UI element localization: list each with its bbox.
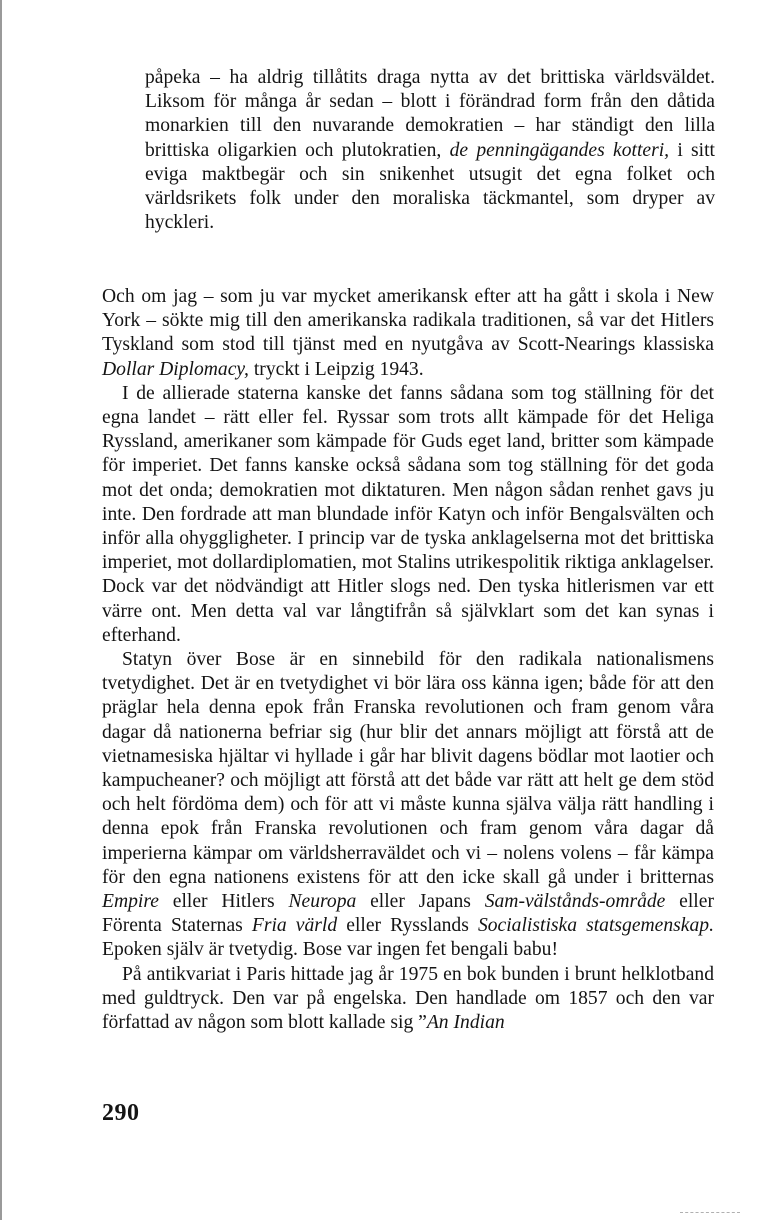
term-sam-valstands-omrade: Sam-välstånds-område [484,891,666,913]
paragraph-3-text-b: eller Hitlers [158,891,289,913]
paragraph-1-text-c: tryckt i Leipzig 1943. [248,358,424,380]
paragraph-4-text-a: På antikvariat i Paris hittade jag år 1975 en bok bunden i brunt helklotband med guldtryck. Den var på engelska. Den handlade om 1857 och den var författad av någon som blott kallade sig ” [102,963,714,1034]
term-neuropa: Neuropa [288,891,357,913]
paragraph-4 [102,963,714,1036]
paragraph-3-text-f: Epoken själv är tvetydig. Bose var ingen fet bengali babu! [102,939,558,961]
quote-text-1: påpeka – ha aldrig tillåtits draga nytta av det brittiska världsväldet. Liksom för många år sedan – blott i förändrad form från den dåtida monarkien till den nuvarande demokratien – har ständigt den lilla brittiska oligarkien och plutokratien, [145,67,715,161]
page-edge-rule [0,0,2,1220]
term-fria-varld: Fria värld [251,915,338,937]
paragraph-3-text-e: eller Rysslands [337,915,478,937]
book-title-dollar-diplomacy: Dollar Diplomacy, [102,358,249,380]
paragraph-3-text-d: eller Förenta Staternas [102,891,714,937]
quote-text-2: i sitt eviga maktbegär och sin snikenhet utsugit det egna folket och världsrikets folk under den moraliska täckmantel, som dryper av hyckleri. [145,139,715,234]
scan-artifact-mark [680,1212,740,1214]
term-socialistiska-statsgemenskap: Socialistiska statsgemenskap. [477,915,714,937]
paragraph-3-text-a: Statyn över Bose är en sinnebild för den radikala nationalismens tvetydighet. Det är en tvetydighet vi bör lära oss känna igen; både för att den präglar hela denna epok från Franska revolutionen och fram genom våra dagar då nationerna befriar sig (hur blir det annars möjligt att förstå att de vietnamesiska hjältar vi hyllade i går har blivit dagens bödlar mot laotier och kampucheaner? och möjligt att förstå att det både var rätt att helt ge dem stöd och helt fördöma dem) och för att vi måste kunna själva välja rätt handling i denna epok från Franska revolutionen och fram genom våra dagar då imperierna kämpar om världsherraväldet och vi – nolens volens – får kämpa för den egna nationens existens för att den icke skall gå under i britternas [102,649,714,888]
paragraph-1 [102,285,714,382]
paragraph-2: I de allierade staterna kanske det fanns sådana som tog ställning för det egna landet – rätt eller fel. Ryssar som trots allt kämpade för det Heliga Ryssland, amerikaner som kämpade för Guds eget land, britter som kämpade för imperiet. Det fanns kanske också sådana som tog ställning för det goda mot det onda; demokratien mot diktaturen. Men någon sådan renhet gavs ju inte. Den fordrade att man blundade inför Katyn och inför Bengalsvälten och inför alla ohyggligheter. I princip var de tyska anklagelserna mot det brittiska imperiet, mot dollardiplomatien, mot Stalins utrikespolitik riktiga anklagelser. Dock var det nödvändigt att Hitler slogs ned. Den tyska hitlerismen var ett värre ont. Men detta val var långtifrån så självklart som det kan synas i efterhand. [102,382,714,646]
term-empire: Empire [102,891,159,913]
body-text [102,285,714,1035]
quote-italic-phrase: de penningägandes kotteri, [449,139,670,161]
page-number: 290 [102,1100,140,1126]
paragraph-3-text-c: eller Japans [356,891,485,913]
block-quote [145,66,715,235]
paragraph-4-italic: An Indian [426,1012,505,1034]
paragraph-1-text-a: Och om jag – som ju var mycket amerikansk efter att ha gått i skola i New York – sökte mig till den amerikanska radikala traditionen, så var det Hitlers Tyskland som stod till tjänst med en nyutgåva av Scott-Nearings klassiska [102,286,714,356]
paragraph-3 [102,648,714,963]
